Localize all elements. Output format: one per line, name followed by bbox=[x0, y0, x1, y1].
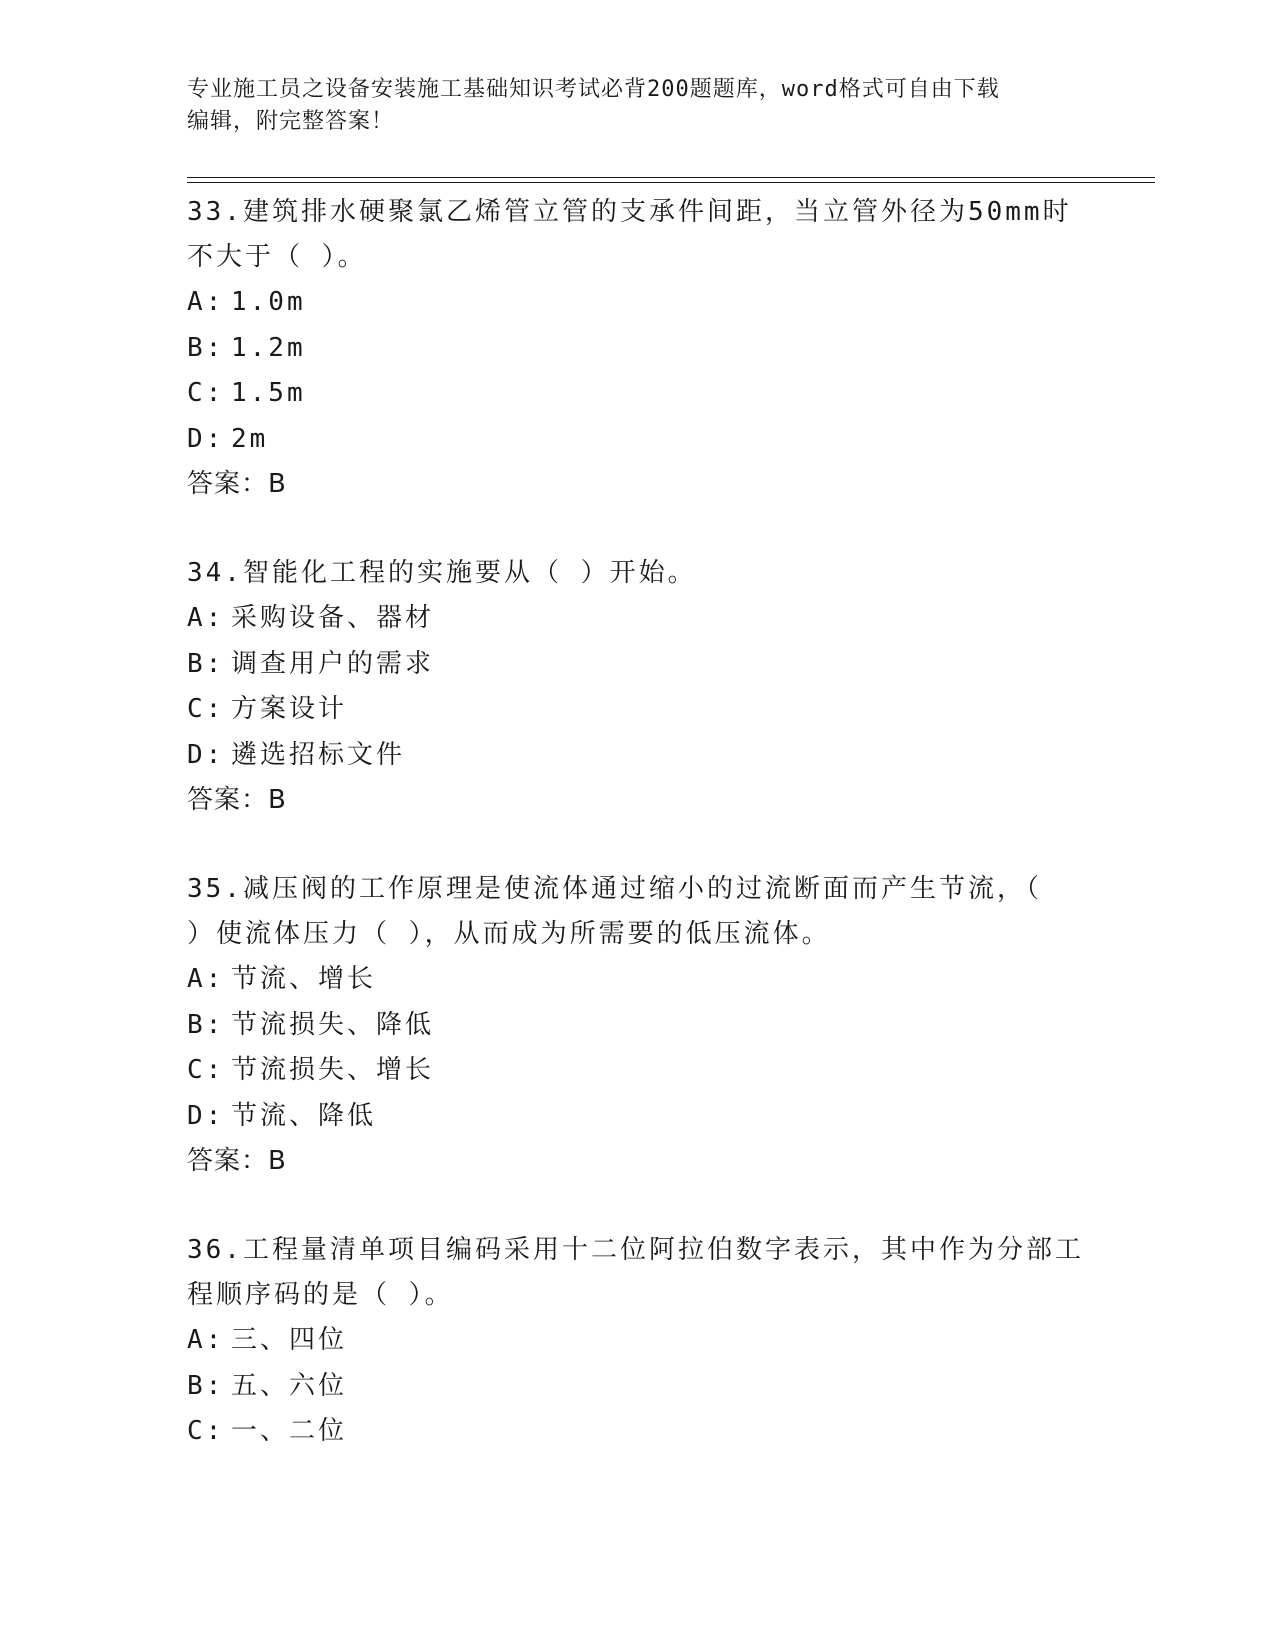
answer-option bbox=[187, 1048, 1087, 1094]
option-letter: C: bbox=[187, 694, 225, 724]
option-text: 方案设计 bbox=[231, 694, 348, 724]
option-letter: A: bbox=[187, 287, 225, 317]
option-letter: B: bbox=[187, 1370, 225, 1401]
option-text: 节流、增长 bbox=[231, 964, 377, 994]
header-divider-top bbox=[187, 177, 1155, 178]
question-block bbox=[187, 190, 1087, 506]
option-text: 遴选招标文件 bbox=[231, 739, 406, 770]
answer-key: 答案：B bbox=[187, 469, 287, 499]
option-text: 节流损失、增长 bbox=[231, 1055, 435, 1085]
question-title-line-1: 34.智能化工程的实施要从（ ）开始。 bbox=[187, 558, 697, 588]
question-block bbox=[187, 1228, 1087, 1455]
option-text: 1.0m bbox=[231, 287, 306, 317]
answer-option bbox=[187, 1364, 1087, 1410]
question-title-line-1: 33.建筑排水硬聚氯乙烯管立管的支承件间距，当立管外径为50mm时 bbox=[187, 197, 1072, 227]
answer-option bbox=[187, 733, 1087, 779]
option-letter: B: bbox=[187, 1009, 225, 1040]
option-letter: A: bbox=[187, 1325, 225, 1355]
header-line-2: 编辑，附完整答案！ bbox=[187, 109, 395, 134]
option-text: 五、六位 bbox=[231, 1370, 348, 1401]
answer-option bbox=[187, 417, 1087, 463]
option-letter: D: bbox=[187, 1100, 225, 1131]
option-text: 2m bbox=[231, 423, 269, 454]
option-letter: C: bbox=[187, 378, 225, 408]
answer-option bbox=[187, 642, 1087, 688]
option-letter: C: bbox=[187, 1416, 225, 1446]
option-text: 采购设备、器材 bbox=[231, 603, 435, 633]
question-list bbox=[187, 190, 1087, 1455]
option-letter: A: bbox=[187, 964, 225, 994]
question-block bbox=[187, 551, 1087, 822]
answer-option bbox=[187, 326, 1087, 372]
option-letter: B: bbox=[187, 648, 225, 679]
question-title-line-1: 35.减压阀的工作原理是使流体通过缩小的过流断面而产生节流，（ bbox=[187, 874, 1042, 904]
header-line-1: 专业施工员之设备安装施工基础知识考试必背200题题库，word格式可自由下载 bbox=[187, 77, 1000, 102]
question-block bbox=[187, 867, 1087, 1183]
answer-key: 答案：B bbox=[187, 1146, 287, 1176]
option-text: 节流、降低 bbox=[231, 1100, 377, 1131]
option-text: 一、二位 bbox=[231, 1416, 348, 1446]
document-header bbox=[187, 74, 1067, 138]
option-text: 1.2m bbox=[231, 332, 306, 363]
question-title-line-1: 36.工程量清单项目编码采用十二位阿拉伯数字表示，其中作为分部工 bbox=[187, 1235, 1084, 1265]
answer-option bbox=[187, 1003, 1087, 1049]
answer-option bbox=[187, 1409, 1087, 1455]
option-letter: D: bbox=[187, 739, 225, 770]
option-text: 调查用户的需求 bbox=[231, 648, 435, 679]
answer-option bbox=[187, 1318, 1087, 1364]
question-title-line-2: 不大于（ ）。 bbox=[187, 242, 367, 272]
option-letter: D: bbox=[187, 423, 225, 454]
answer-option bbox=[187, 957, 1087, 1003]
answer-key: 答案：B bbox=[187, 785, 287, 815]
answer-option bbox=[187, 371, 1087, 417]
header-divider-bottom bbox=[187, 182, 1155, 183]
option-letter: B: bbox=[187, 332, 225, 363]
answer-option bbox=[187, 280, 1087, 326]
question-title-line-2: ）使流体压力（ ），从而成为所需要的低压流体。 bbox=[187, 919, 831, 949]
option-text: 三、四位 bbox=[231, 1325, 348, 1355]
answer-option bbox=[187, 596, 1087, 642]
option-text: 节流损失、降低 bbox=[231, 1009, 435, 1040]
option-text: 1.5m bbox=[231, 378, 306, 408]
option-letter: A: bbox=[187, 603, 225, 633]
answer-option bbox=[187, 687, 1087, 733]
question-title-line-2: 程顺序码的是（ ）。 bbox=[187, 1280, 454, 1310]
answer-option bbox=[187, 1094, 1087, 1140]
option-letter: C: bbox=[187, 1055, 225, 1085]
